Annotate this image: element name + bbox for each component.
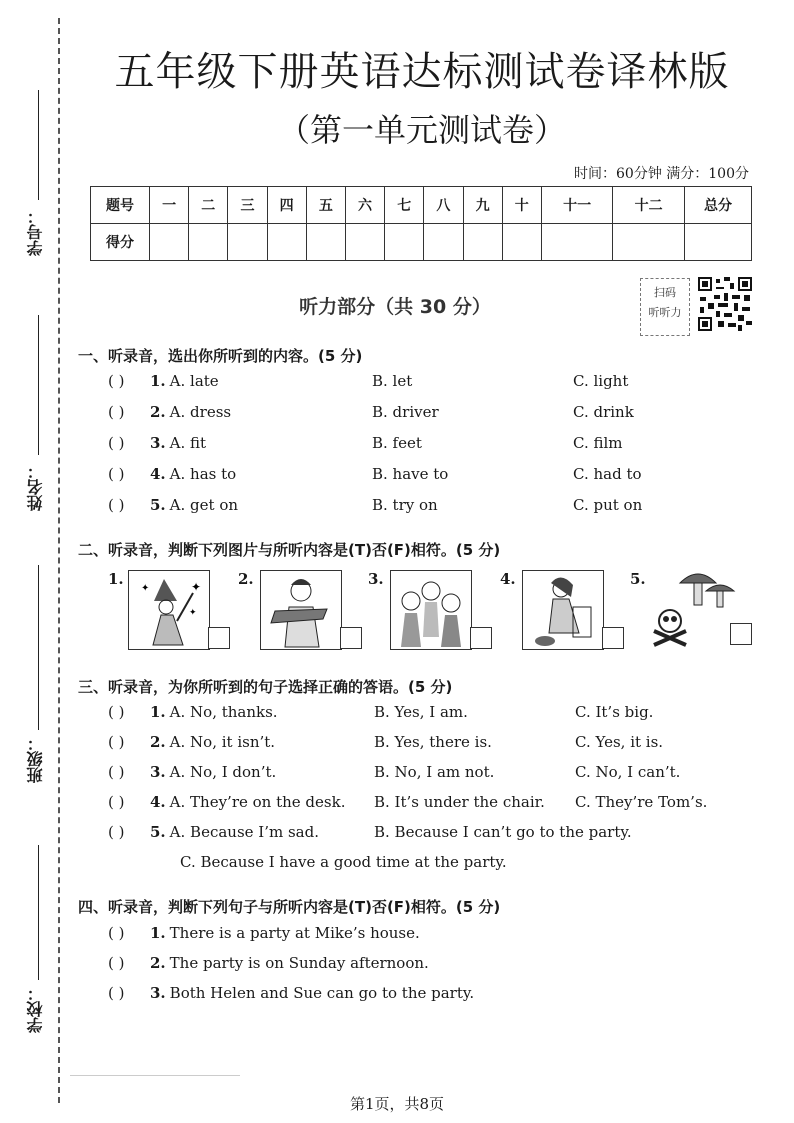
score-table-score-row (91, 224, 752, 261)
mushroom-icon (650, 565, 740, 650)
question-number-option-a (150, 703, 278, 721)
question-number: 3. (150, 434, 166, 452)
answer-blank[interactable]: ( ) (108, 403, 125, 421)
question-row (108, 372, 708, 396)
score-col: 一 (150, 187, 189, 224)
answer-box[interactable] (730, 623, 752, 645)
option-c: C. light (573, 372, 629, 390)
svg-text:✦: ✦ (189, 608, 197, 618)
answer-blank[interactable]: ( ) (108, 954, 125, 972)
question-number: 4. (150, 793, 166, 811)
section-4-title: 四、听录音，判断下列句子与所听内容是(T)否(F)相符。(5 分) (78, 898, 501, 916)
picture-number: 4. (500, 570, 516, 588)
picture-number: 3. (368, 570, 384, 588)
answer-box[interactable] (602, 627, 624, 649)
answer-box[interactable] (470, 627, 492, 649)
question-row (108, 403, 708, 427)
picture-children (390, 570, 472, 650)
option-c: C. It’s big. (575, 703, 654, 721)
option-b: B. driver (372, 403, 439, 421)
question-row (108, 465, 708, 489)
statement (150, 954, 429, 972)
score-table (90, 186, 752, 261)
picture-number: 5. (630, 570, 646, 588)
option-b: B. It’s under the chair. (374, 793, 545, 811)
option-a: A. No, thanks. (169, 703, 278, 721)
question-number: 2. (150, 733, 166, 751)
option-a: A. has to (169, 465, 237, 483)
option-c: C. film (573, 434, 623, 452)
man-icon (261, 571, 341, 649)
question-row (108, 924, 708, 948)
score-cell-total[interactable] (685, 224, 752, 261)
listening-header: 听力部分（共 30 分） (299, 296, 491, 318)
score-col: 十 (502, 187, 541, 224)
question-row (108, 496, 708, 520)
statement-text: There is a party at Mike’s house. (169, 924, 420, 942)
answer-blank[interactable]: ( ) (108, 372, 125, 390)
question-number: 2. (150, 403, 166, 421)
answer-blank[interactable]: ( ) (108, 496, 125, 514)
question-number: 3. (150, 763, 166, 781)
question-row (108, 823, 748, 871)
option-a: A. Because I’m sad. (169, 823, 319, 841)
question-number-option-a (150, 434, 206, 452)
question-row (108, 763, 748, 787)
picture-mushrooms-skull (650, 565, 740, 650)
statement-text: Both Helen and Sue can go to the party. (169, 984, 475, 1002)
score-col: 八 (424, 187, 463, 224)
option-a: A. late (169, 372, 219, 390)
question-number: 4. (150, 465, 166, 483)
question-number-option-a (150, 793, 345, 811)
score-table-header-row (91, 187, 752, 224)
option-a: A. They’re on the desk. (169, 793, 346, 811)
question-number: 1. (150, 703, 166, 721)
section-2-title: 二、听录音，判断下列图片与所听内容是(T)否(F)相符。(5 分) (78, 541, 501, 559)
qr-label-line: 听听力 (648, 306, 682, 319)
score-col: 十一 (541, 187, 612, 224)
option-c: C. had to (573, 465, 642, 483)
picture-woman-chair (522, 570, 604, 650)
option-c: C. No, I can’t. (575, 763, 681, 781)
answer-box[interactable] (340, 627, 362, 649)
option-b: B. Yes, I am. (374, 703, 468, 721)
score-col: 三 (228, 187, 267, 224)
score-cell[interactable] (613, 224, 685, 261)
answer-blank[interactable]: ( ) (108, 793, 125, 811)
option-a: A. dress (169, 403, 232, 421)
picture-witch (128, 570, 210, 650)
option-c: C. put on (573, 496, 643, 514)
score-table-header-label: 题号 (91, 187, 150, 224)
class-field[interactable]: 班级： (18, 565, 48, 785)
svg-text:✦: ✦ (141, 583, 150, 594)
option-b: B. Yes, there is. (374, 733, 492, 751)
picture-number: 2. (238, 570, 254, 588)
option-a: A. fit (169, 434, 207, 452)
answer-blank[interactable]: ( ) (108, 924, 125, 942)
question-row (108, 733, 748, 757)
answer-blank[interactable]: ( ) (108, 465, 125, 483)
score-col: 六 (345, 187, 384, 224)
question-number: 5. (150, 823, 166, 841)
answer-box[interactable] (208, 627, 230, 649)
qr-label-box (640, 278, 690, 336)
score-cell[interactable] (385, 224, 424, 261)
qr-code-icon[interactable] (698, 277, 752, 331)
question-row (108, 984, 708, 1008)
picture-number: 1. (108, 570, 124, 588)
score-cell[interactable] (424, 224, 463, 261)
question-row (108, 954, 708, 978)
question-number-option-a (150, 465, 236, 483)
question-number: 1. (150, 924, 166, 942)
question-number: 3. (150, 984, 166, 1002)
score-cell[interactable] (228, 224, 267, 261)
school-field[interactable]: 学校： (18, 845, 48, 1035)
answer-blank[interactable]: ( ) (108, 823, 125, 841)
time-score-info: 时间：60分钟 满分：100分 (574, 166, 749, 182)
score-col: 五 (306, 187, 345, 224)
score-cell[interactable] (306, 224, 345, 261)
option-c: C. They’re Tom’s. (575, 793, 708, 811)
answer-blank[interactable]: ( ) (108, 733, 125, 751)
picture-man-scarf (260, 570, 342, 650)
question-number-option-a (150, 496, 238, 514)
question-number: 2. (150, 954, 166, 972)
option-c: C. Because I have a good time at the party. (180, 853, 507, 871)
score-cell[interactable] (345, 224, 384, 261)
option-a: A. No, it isn’t. (169, 733, 276, 751)
question-number: 5. (150, 496, 166, 514)
answer-blank[interactable]: ( ) (108, 984, 125, 1002)
statement-text: The party is on Sunday afternoon. (169, 954, 429, 972)
question-row (108, 793, 748, 817)
score-col: 四 (267, 187, 306, 224)
score-cell[interactable] (463, 224, 502, 261)
score-cell[interactable] (267, 224, 306, 261)
question-row (108, 703, 748, 727)
question-number-option-a (150, 823, 319, 841)
option-c: C. drink (573, 403, 634, 421)
statement (150, 984, 474, 1002)
score-cell[interactable] (502, 224, 541, 261)
question-number-option-a (150, 733, 275, 751)
section-3-title: 三、听录音，为你所听到的句子选择正确的答语。(5 分) (78, 678, 453, 696)
score-col: 九 (463, 187, 502, 224)
witch-icon (129, 571, 209, 649)
score-cell[interactable] (541, 224, 612, 261)
option-b: B. have to (372, 465, 449, 483)
children-icon (391, 571, 471, 649)
cut-line (58, 18, 60, 1103)
binding-margin (0, 0, 70, 1123)
option-b: B. Because I can’t go to the party. (374, 823, 632, 841)
question-number: 1. (150, 372, 166, 390)
option-b: B. feet (372, 434, 422, 452)
score-cell[interactable] (150, 224, 189, 261)
footer-rule (70, 1075, 240, 1076)
option-b: B. let (372, 372, 413, 390)
woman-icon (523, 571, 603, 649)
score-col: 七 (385, 187, 424, 224)
option-c: C. Yes, it is. (575, 733, 664, 751)
option-b: B. No, I am not. (374, 763, 495, 781)
question-number-option-a (150, 372, 219, 390)
question-number-option-a (150, 763, 276, 781)
option-a: A. No, I don’t. (169, 763, 277, 781)
question-number-option-a (150, 403, 231, 421)
name-field[interactable]: 姓名： (18, 315, 48, 515)
question-row (108, 434, 708, 458)
statement (150, 924, 420, 942)
answer-blank[interactable]: ( ) (108, 434, 125, 452)
option-b: B. try on (372, 496, 438, 514)
score-col: 二 (189, 187, 228, 224)
answer-blank[interactable]: ( ) (108, 763, 125, 781)
section-1-title: 一、听录音，选出你所听到的内容。(5 分) (78, 347, 363, 365)
score-table-row-label: 得分 (91, 224, 150, 261)
page-footer: 第1页，共8页 (349, 1095, 445, 1113)
answer-blank[interactable]: ( ) (108, 703, 125, 721)
qr-label-line: 扫码 (654, 286, 676, 299)
option-a: A. get on (169, 496, 239, 514)
score-col-total: 总分 (685, 187, 752, 224)
score-col: 十二 (613, 187, 685, 224)
page-title: 五年级下册英语达标测试卷译林版 (114, 49, 730, 95)
student-id-field[interactable]: 学号： (18, 90, 48, 270)
page-subtitle: （第一单元测试卷） (277, 111, 566, 149)
score-cell[interactable] (189, 224, 228, 261)
svg-text:✦: ✦ (191, 580, 202, 594)
